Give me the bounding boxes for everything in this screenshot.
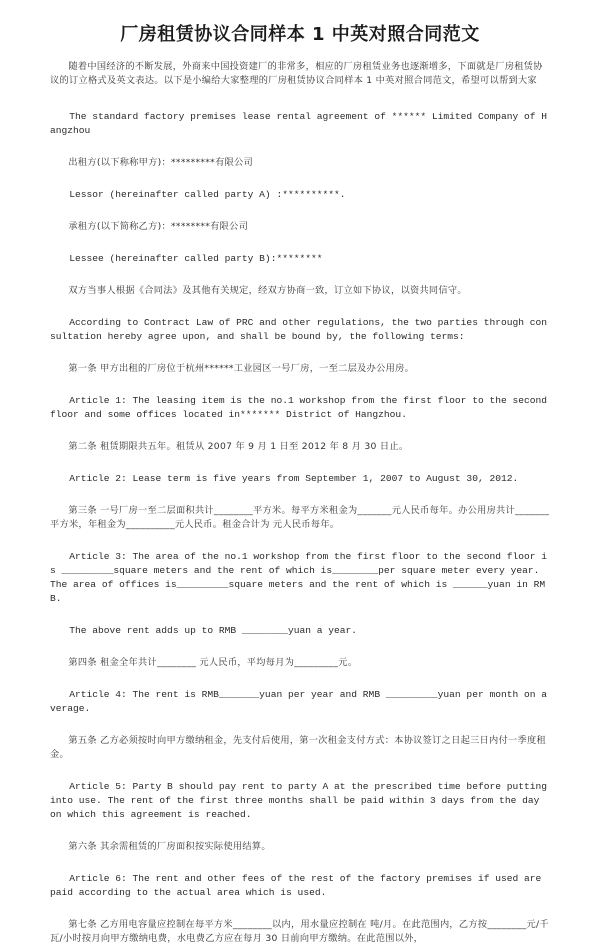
article-3-en: Article 3: The area of the no.1 workshop from the first floor to the second floor is _________square meters and the rent of which is________per square meter every year. The area of offices is_________square meters and the rent of which is ______yuan in RMB. [50, 551, 548, 604]
lessor-zh: 出租方(以下称称甲方)：*********有限公司 [68, 157, 254, 168]
agreement-heading-en: The standard factory premises lease rental agreement of ****** Limited Company of Hangzhou [50, 111, 548, 136]
article-5-en: Article 5: Party B should pay rent to party A at the prescribed time before putting into use. The rent of the first three months shall be paid within 3 days from the day on which this agreement is reached. [50, 781, 553, 820]
lessee-zh: 承租方(以下简称乙方)：********有限公司 [68, 221, 249, 232]
article-6-en: Article 6: The rent and other fees of the rest of the factory premises if used are paid according to the actual area which is used. [50, 873, 548, 898]
article-7-zh: 第七条 乙方用电容量应控制在每平方米________以内，用水量应控制在 吨/月。在此范围内，乙方按________元/千瓦/小时按月向甲方缴纳电费，水电费乙方应在每月 30 日前向甲方缴纳。在此范围以外， [50, 919, 549, 944]
preamble-en: According to Contract Law of PRC and other regulations, the two parties through consultation hereby agree upon, and shall be bound by, the following terms: [50, 317, 548, 342]
article-3-zh: 第三条 一号厂房一至二层面积共计________平方米。每平方米租金为_______元人民币每年。办公用房共计_______平方米，年租金为__________元人民币。租金合计为 元人民币每年。 [50, 505, 550, 530]
preamble-zh: 双方当事人根据《合同法》及其他有关规定，经双方协商一致，订立如下协议，以资共同信守。 [68, 285, 467, 296]
article-2-zh: 第二条 租赁期限共五年。租赁从 2007 年 9 月 1 日至 2012 年 8 月 30 日止。 [68, 441, 409, 452]
article-2-en: Article 2: Lease term is five years from September 1, 2007 to August 30, 2012. [69, 473, 519, 484]
document-title: 厂房租赁协议合同样本 1 中英对照合同范文 [120, 24, 480, 45]
article-4-en: Article 4: The rent is RMB_______yuan per year and RMB _________yuan per month on average. [50, 689, 548, 714]
article-1-zh: 第一条 甲方出租的厂房位于杭州******工业园区一号厂房，一至二层及办公用房。 [68, 363, 415, 374]
article-6-zh: 第六条 其余需租赁的厂房面积按实际使用结算。 [68, 841, 271, 852]
article-1-en: Article 1: The leasing item is the no.1 workshop from the first floor to the second floor and some offices located in******* District of Hangzhou. [50, 395, 553, 420]
article-4-zh: 第四条 租金全年共计________ 元人民币，平均每月为_________元。 [68, 657, 358, 668]
intro-paragraph: 随着中国经济的不断发展，外商来中国投资建厂的非常多，相应的厂房租赁业务也逐渐增多，下面就是厂房租赁协议的订立格式及英文表达。以下是小编给大家整理的厂房租赁协议合同样本 1 中英对照合同范文，希望可以帮到大家 [50, 61, 543, 86]
article-5-zh: 第五条 乙方必须按时向甲方缴纳租金，先支付后使用，第一次租金支付方式：本协议签订之日起三日内付一季度租金。 [50, 735, 546, 760]
lessee-en: Lessee (hereinafter called party B):******** [69, 253, 323, 264]
article-3-total-en: The above rent adds up to RMB ________yuan a year. [69, 625, 358, 636]
lessor-en: Lessor (hereinafter called party A) :**********. [69, 189, 346, 200]
